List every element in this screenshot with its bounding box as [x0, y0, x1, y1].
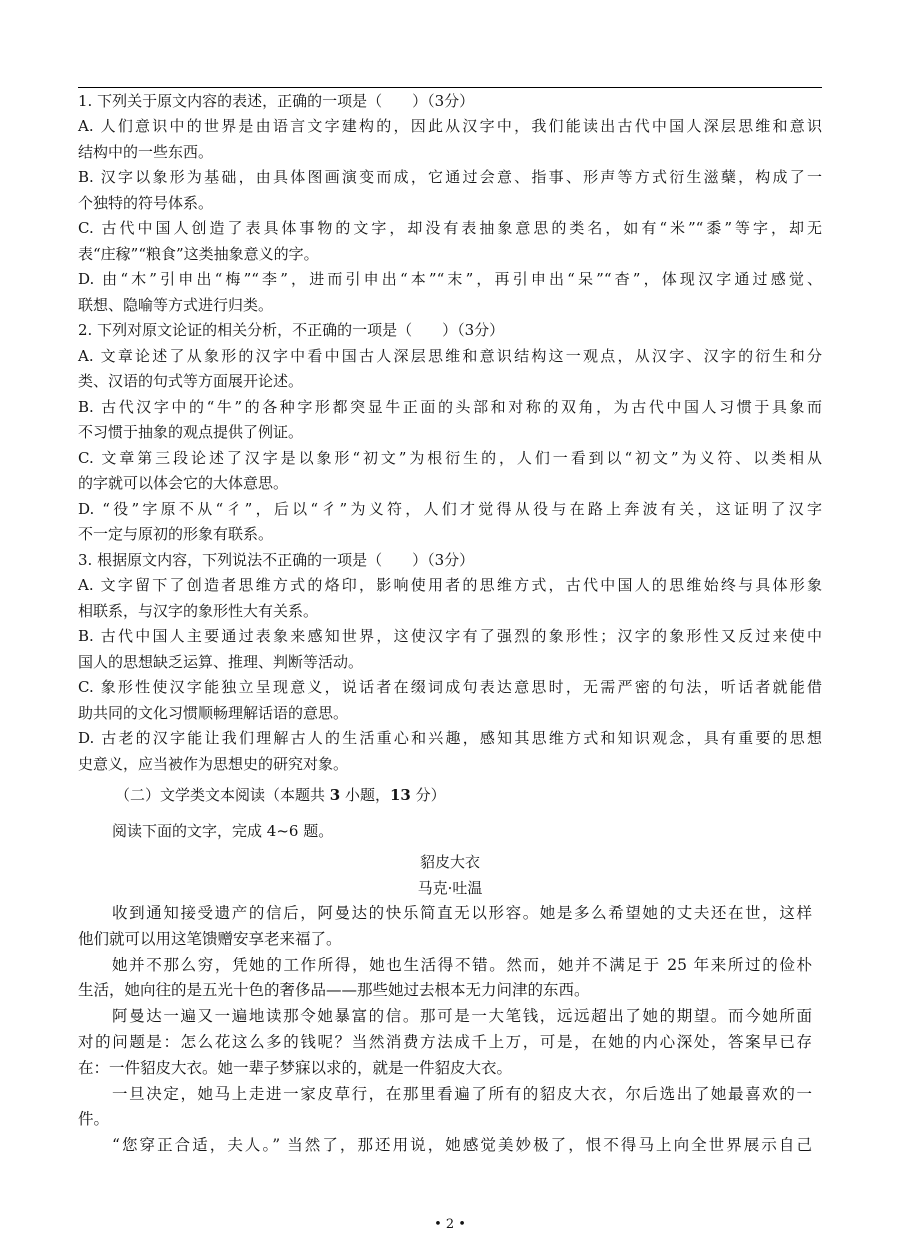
option-c	[78, 675, 822, 726]
story-author: 马克·吐温	[417, 879, 483, 897]
option-line: 的字就可以体会它的大体意思。	[78, 474, 289, 492]
story-line: 生活，她向往的是五光十色的奢侈品——那些她过去根本无力问津的东西。	[78, 981, 590, 1000]
question-3	[78, 548, 822, 778]
option-line: A. 文章论述了从象形的汉字中看中国古人深层思维和意识结构这一观点，从汉字、汉字的衍生和分	[78, 346, 822, 365]
option-line: 联想、隐喻等方式进行归类。	[78, 295, 274, 314]
question-count: 3	[329, 786, 341, 804]
story-line: 他们就可以用这笔馈赠安享老来福了。	[78, 929, 342, 948]
story-paragraph	[78, 1082, 812, 1134]
option-line: 个独特的符号体系。	[78, 193, 214, 212]
story-line: 对的问题是：怎么花这么多的钱呢？当然消费方法成千上万，可是，在她的内心深处，答案早已存	[78, 1032, 812, 1051]
question-stem: 3. 根据原文内容，下列说法不正确的一项是（ ）（3分）	[78, 550, 475, 569]
section-score: 13	[390, 786, 411, 804]
option-line: 相联系，与汉字的象形性大有关系。	[78, 601, 319, 620]
option-line: 不一定与原初的形象有联系。	[78, 525, 274, 543]
page-number: • 2 •	[434, 1217, 466, 1232]
option-line: D. 由“木”引申出“梅”“李”，进而引申出“本”“末”，再引申出“呆”“杳”，体现汉字通过感觉、	[78, 270, 822, 288]
reading-instruction: 阅读下面的文字，完成 4~6 题。	[112, 822, 334, 840]
option-line: 类、汉语的句式等方面展开论述。	[78, 372, 304, 390]
option-line: 助共同的文化习惯顺畅理解话语的意思。	[78, 703, 349, 722]
option-a	[78, 114, 822, 165]
option-d	[78, 726, 822, 777]
story-line: 一旦决定，她马上走进一家皮草行，在那里看遍了所有的貂皮大衣，尔后选出了她最喜欢的一	[112, 1084, 812, 1103]
option-line: 结构中的一些东西。	[78, 142, 214, 161]
question-stem: 2. 下列对原文论证的相关分析，不正确的一项是（ ）（3分）	[78, 321, 505, 339]
option-line: C. 象形性使汉字能独立呈现意义，说话者在缀词成句表达意思时，无需严密的句法，听话者就能借	[78, 678, 822, 696]
story-line: 在：一件貂皮大衣。她一辈子梦寐以求的，就是一件貂皮大衣。	[78, 1058, 513, 1077]
story-line: 阿曼达一遍又一遍地读那令她暴富的信。那可是一大笔钱，远远超出了她的期望。而今她所面	[112, 1007, 812, 1026]
option-line: B. 汉字以象形为基础，由具体图画演变而成，它通过会意、指事、形声等方式衍生滋蘖，构成了一	[78, 168, 822, 186]
section-heading-mid: 小题，	[340, 786, 390, 804]
option-c	[78, 446, 822, 497]
question-stem: 1. 下列关于原文内容的表述，正确的一项是（ ）（3分）	[78, 91, 475, 110]
section-heading-suffix: 分）	[410, 786, 446, 804]
option-a	[78, 573, 822, 624]
questions-section	[78, 89, 822, 778]
option-a	[78, 344, 822, 395]
option-c	[78, 216, 822, 267]
story-paragraph	[78, 953, 812, 1005]
option-line: 史意义，应当被作为思想史的研究对象。	[78, 754, 349, 773]
option-line: 不习惯于抽象的观点提供了例证。	[78, 423, 304, 441]
story-line: 她并不那么穷，凭她的工作所得，她也生活得不错。然而，她并不满足于 25 年来所过的俭朴	[112, 955, 812, 974]
option-line: C. 文章第三段论述了汉字是以象形“初文”为根衍生的，人们一看到以“初文”为义符、以类相从	[78, 448, 822, 467]
section-heading-prefix: （二）文学类文本阅读（本题共	[115, 786, 330, 804]
option-line: 国人的思想缺乏运算、推理、判断等活动。	[78, 652, 364, 671]
option-line: A. 人们意识中的世界是由语言文字建构的，因此从汉字中，我们能读出古代中国人深层思维和意识	[78, 117, 822, 135]
option-b	[78, 624, 822, 675]
question-1	[78, 89, 822, 319]
story-line: 件。	[78, 1110, 110, 1129]
option-line: B. 古代中国人主要通过表象来感知世界，这使汉字有了强烈的象形性；汉字的象形性又反过来使中	[78, 627, 822, 645]
question-2	[78, 318, 822, 548]
story-body	[78, 901, 812, 1159]
option-b	[78, 165, 822, 216]
story-paragraph	[78, 901, 812, 953]
option-b	[78, 395, 822, 446]
story-line: “您穿正合适，夫人。” 当然了，那还用说，她感觉美妙极了，恨不得马上向全世界展示自己	[112, 1136, 812, 1155]
story-title: 貂皮大衣	[419, 853, 480, 871]
option-line: D. 古老的汉字能让我们理解古人的生活重心和兴趣，感知其思维方式和知识观念，具有重要的思想	[78, 729, 822, 747]
option-line: 表“庄稼”“粮食”这类抽象意义的字。	[78, 244, 319, 263]
section-heading	[115, 782, 446, 808]
option-d	[78, 267, 822, 318]
option-line: A. 文字留下了创造者思维方式的烙印，影响使用者的思维方式，古代中国人的思维始终与具体形象	[78, 576, 822, 594]
option-line: D. “役”字原不从“彳”，后以“彳”为义符，人们才觉得从役与在路上奔波有关，这证明了汉字	[78, 499, 822, 518]
story-paragraph	[78, 1133, 812, 1159]
story-paragraph	[78, 1004, 812, 1081]
option-line: C. 古代中国人创造了表具体事物的文字，却没有表抽象意思的类名，如有“米”“黍”等字，却无	[78, 219, 822, 237]
option-line: B. 古代汉字中的“牛”的各种字形都突显牛正面的头部和对称的双角，为古代中国人习惯于具象而	[78, 397, 822, 416]
story-line: 收到通知接受遗产的信后，阿曼达的快乐简直无以形容。她是多么希望她的丈夫还在世，这样	[112, 904, 812, 922]
option-d	[78, 497, 822, 548]
